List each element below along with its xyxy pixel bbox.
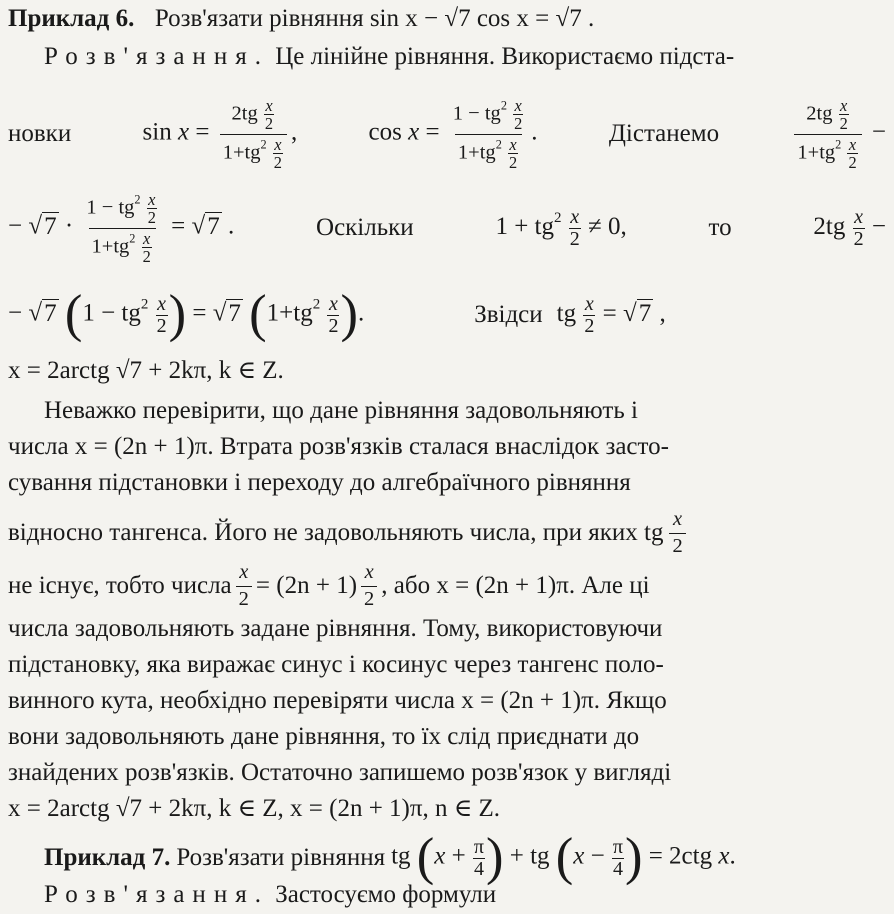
- since-word: Оскільки: [316, 214, 414, 241]
- equation-tail: 2tg $\frac{x}{2}$ −: [813, 205, 886, 250]
- substitution-line: [8, 86, 886, 182]
- paragraph-line-8: винного кута, необхідно перевіряти числа x = (2n + 1)π. Якщо: [8, 687, 667, 714]
- cos-substitution: cos x = $1 - tg^2$ $\frac{x}{2}$ $1+tg^2$ $\frac{x}{2}$ .: [368, 96, 538, 172]
- parenthesized-equation: − √7 ($1 - tg^2$ $\frac{x}{2}$ ) = √7 ($1+tg^2$ $\frac{x}{2}$ ).: [8, 285, 365, 344]
- example-7-label: Приклад 7.: [44, 844, 171, 871]
- cos-fraction-term: − √7 · $1 - tg^2$ $\frac{x}{2}$ $1+tg^2$ $\frac{x}{2}$ = √7 .: [8, 190, 235, 266]
- solution-6-text: Це лінійне рівняння. Використаємо підста-: [275, 43, 735, 70]
- solution-7-intro: Розв'язання. Застосуємо формули: [44, 881, 497, 908]
- paragraph-line-4: відносно тангенса. Його не задовольняють числа, при яких tg $\frac{x}{2}$: [8, 506, 886, 560]
- example-6-statement: Розв'язати рівняння: [154, 5, 364, 32]
- paragraph-line-10: знайдених розв'язків. Остаточно запишемо розв'язок у вигляді: [8, 759, 672, 786]
- substitution-prefix: новки: [8, 120, 72, 147]
- paragraph-line-1: Неважко перевірити, що дане рівняння задовольняють і: [44, 397, 638, 424]
- example-7-equation: tg (x + π 4 ) + tg (x − π 4 ) = 2ctg x.: [391, 828, 736, 887]
- paragraph-line-3: сування підстановки і переходу до алгебраїчного рівняння: [8, 469, 631, 496]
- equation-line-2: [8, 278, 886, 352]
- solution-6-intro: [8, 42, 886, 72]
- equation-line-1: [8, 182, 886, 274]
- tan-result: tg $\frac{x}{2}$ = √7 ,: [556, 292, 666, 337]
- solution-7-text: Застосуємо формули: [275, 881, 497, 908]
- paragraph-line-5: не існує, тобто числа $\frac{x}{2}$ = (2n + 1) $\frac{x}{2}$ , або x = (2n + 1)π. Але ці: [8, 560, 650, 610]
- paragraph-line-6: числа задовольняють задане рівняння. Тому, використовуючи: [8, 615, 663, 642]
- example-6-label: Приклад 6.: [8, 5, 135, 32]
- substitution-mid: Дістанемо: [608, 120, 720, 147]
- example-6-heading: [8, 4, 886, 34]
- paragraph-line-2: числа x = (2n + 1)π. Втрата розв'язків сталася внаслідок засто-: [8, 433, 669, 460]
- then-word: то: [708, 214, 732, 241]
- sin-substitution: sin x = 2tg $\frac{x}{2}$ $1+tg^2$ $\frac{x}{2}$ ,: [142, 96, 298, 172]
- paragraph-line-11: x = 2arctg √7 + 2kπ, k ∈ Z, x = (2n + 1)π, n ∈ Z.: [8, 795, 501, 822]
- hence-word: Звідси: [474, 301, 543, 328]
- paragraph-line-7: підстановку, яка виражає синус і косинус через тангенс поло-: [8, 651, 664, 678]
- solution-label: Розв'язання.: [44, 43, 269, 70]
- solution-6-result: x = 2arctg √7 + 2kπ, k ∈ Z.: [8, 357, 284, 384]
- paragraph-line-9: вони задовольняють дане рівняння, то їх слід приєднати до: [8, 723, 640, 750]
- example-6-equation: sin x − √7 cos x = √7 .: [369, 5, 595, 32]
- sin-fraction-repeat: 2tg $\frac{x}{2}$ $1+tg^2$ $\frac{x}{2}$ −: [790, 97, 886, 171]
- example-7-statement: Розв'язати рівняння: [176, 844, 386, 871]
- nonzero-condition: $1 + tg^2$ $\frac{x}{2}$ ≠ 0,: [495, 205, 627, 250]
